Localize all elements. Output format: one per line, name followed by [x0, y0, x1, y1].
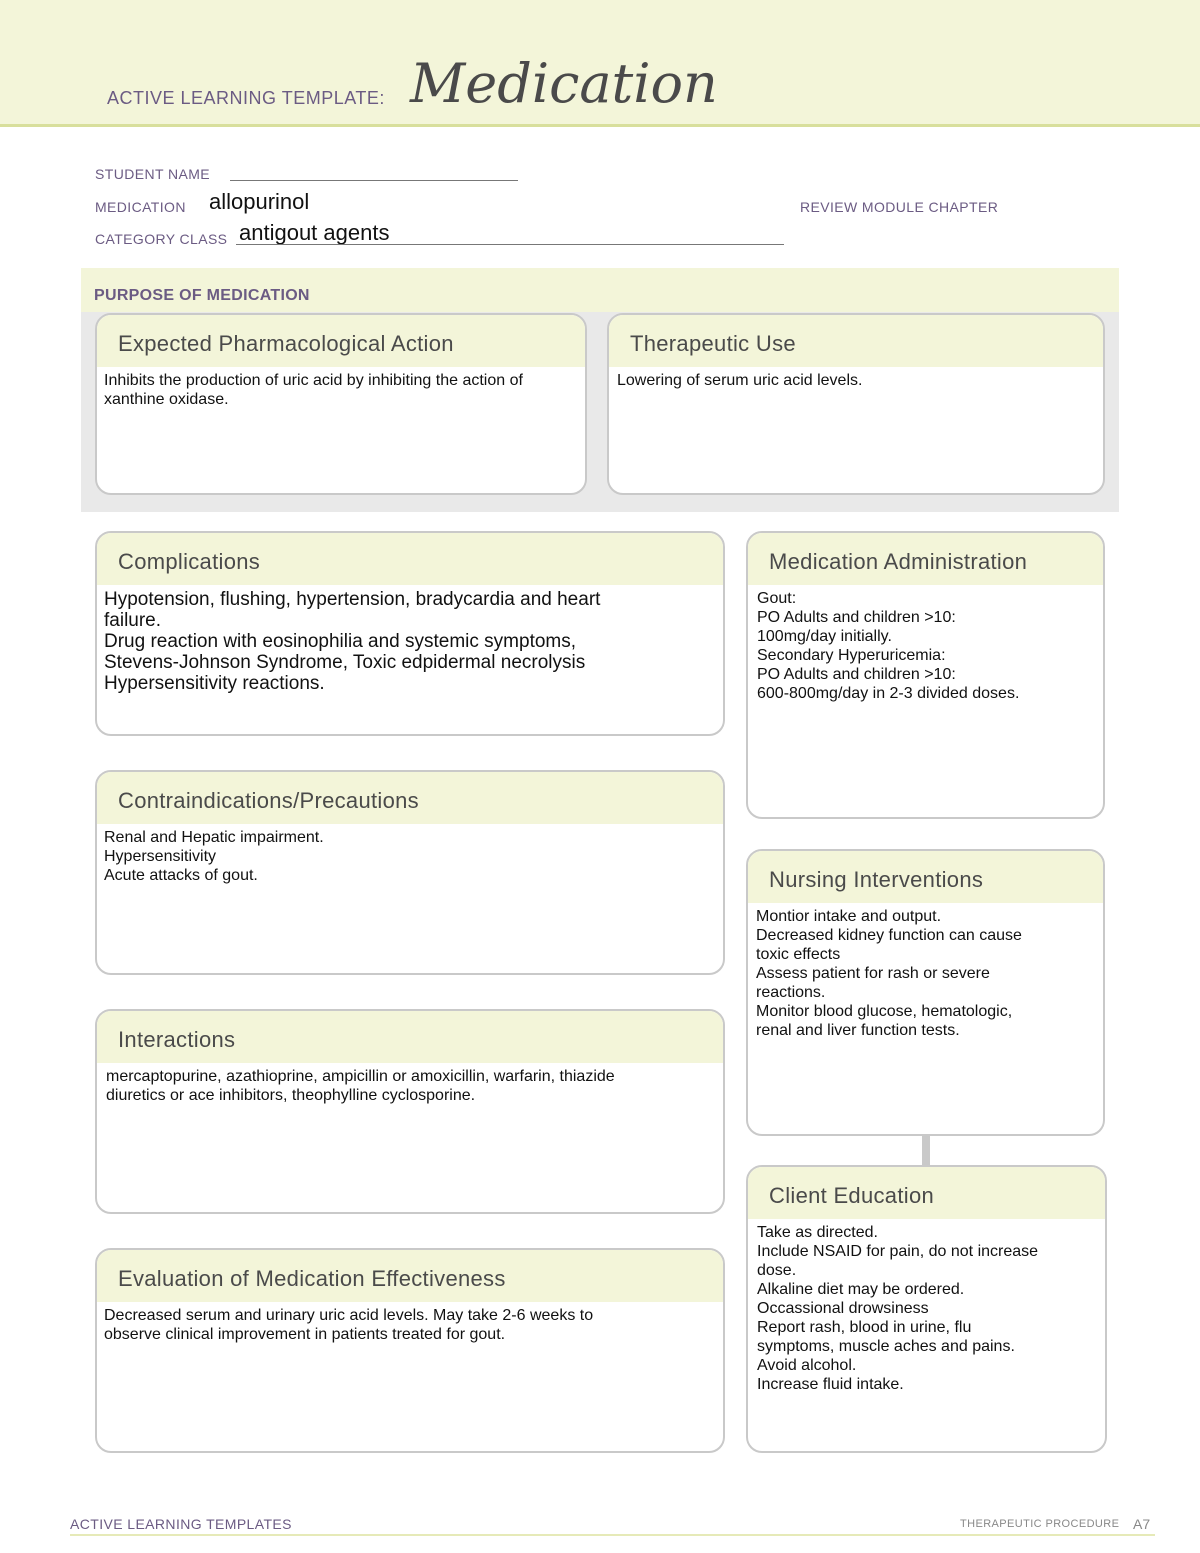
contraindications-heading: Contraindications/Precautions: [97, 772, 723, 824]
footer-left-label: ACTIVE LEARNING TEMPLATES: [70, 1516, 292, 1532]
nursing-interventions-text[interactable]: Montior intake and output. Decreased kidney function can cause toxic effects Assess patient for rash or severe reactions. Monitor blood glucose, hematologic, renal and liver function tests.: [756, 908, 1022, 1039]
client-education-card: [746, 1165, 1107, 1453]
purpose-title: PURPOSE OF MEDICATION: [94, 287, 310, 304]
contraindications-card: [95, 770, 725, 975]
interactions-heading: Interactions: [97, 1011, 723, 1063]
category-class-value[interactable]: antigout agents: [239, 220, 390, 245]
card-connector: [922, 1135, 930, 1165]
purpose-title-bar: [81, 268, 1119, 312]
category-class-underline: [236, 244, 784, 245]
medication-label: MEDICATION: [95, 199, 186, 215]
medication-administration-card: [746, 531, 1105, 819]
medication-value[interactable]: allopurinol: [209, 189, 310, 214]
interactions-card: [95, 1009, 725, 1214]
nursing-interventions-heading: Nursing Interventions: [748, 851, 1103, 903]
review-module-label: REVIEW MODULE CHAPTER: [800, 199, 999, 215]
therapeutic-use-text[interactable]: Lowering of serum uric acid levels.: [617, 372, 863, 389]
evaluation-card: [95, 1248, 725, 1453]
therapeutic-use-heading: Therapeutic Use: [609, 315, 1103, 367]
student-name-label: STUDENT NAME: [95, 166, 210, 182]
client-education-heading: Client Education: [748, 1167, 1105, 1219]
template-label: ACTIVE LEARNING TEMPLATE:: [107, 88, 385, 108]
page-title: Medication: [410, 52, 718, 115]
evaluation-heading: Evaluation of Medication Effectiveness: [97, 1250, 723, 1302]
footer-page-number: A7: [1133, 1516, 1151, 1532]
evaluation-text[interactable]: Decreased serum and urinary uric acid levels. May take 2-6 weeks to observe clinical improvement in patients treated for gout.: [104, 1307, 594, 1343]
medication-administration-heading: Medication Administration: [748, 533, 1103, 585]
medication-administration-text[interactable]: Gout: PO Adults and children >10: 100mg/day initially. Secondary Hyperuricemia: PO Adults and children >10: 600-800mg/day in 2-3 divided doses.: [757, 590, 1020, 702]
complications-text[interactable]: Hypotension, flushing, hypertension, bradycardia and heart failure. Drug reaction with eosinophilia and systemic symptoms, Stevens-Johnson Syndrome, Toxic edpidermal necrolysis Hypersensitivity reactions.: [104, 589, 601, 694]
category-class-label: CATEGORY CLASS: [95, 231, 228, 247]
contraindications-text[interactable]: Renal and Hepatic impairment. Hypersensitivity Acute attacks of gout.: [104, 829, 324, 884]
interactions-text[interactable]: mercaptopurine, azathioprine, ampicillin or amoxicillin, warfarin, thiazide diuretics or ace inhibitors, theophylline cyclosporine.: [106, 1068, 615, 1104]
nursing-interventions-card: [746, 849, 1105, 1136]
expected-action-text[interactable]: Inhibits the production of uric acid by inhibiting the action of xanthine oxidase.: [104, 372, 523, 408]
student-name-field[interactable]: [230, 180, 518, 181]
footer-right-label: THERAPEUTIC PROCEDURE: [960, 1518, 1120, 1530]
expected-action-card: [95, 313, 587, 495]
complications-card: [95, 531, 725, 736]
therapeutic-use-card: [607, 313, 1105, 495]
complications-heading: Complications: [97, 533, 723, 585]
client-education-text[interactable]: Take as directed. Include NSAID for pain, do not increase dose. Alkaline diet may be ordered. Occassional drowsiness Report rash, blood in urine, flu symptoms, muscle aches and pains. Avoid alcohol. Increase fluid intake.: [757, 1224, 1039, 1393]
expected-action-heading: Expected Pharmacological Action: [97, 315, 585, 367]
footer-divider: [70, 1534, 1155, 1536]
